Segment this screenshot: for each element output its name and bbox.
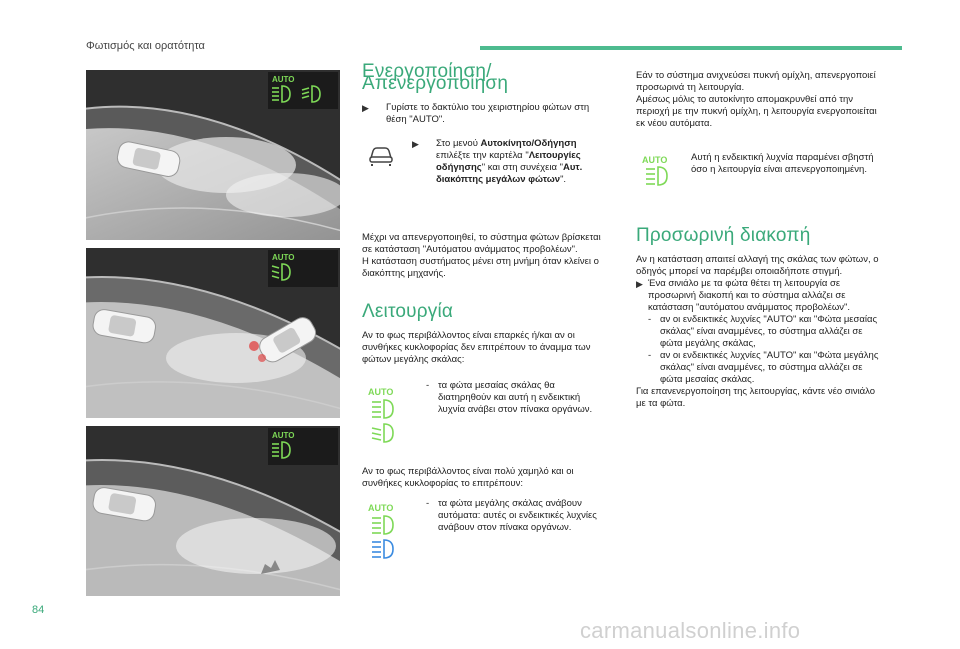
temporary-override-title: Προσωρινή διακοπή [636,225,811,246]
auto-main-beam-icon [368,502,404,560]
paragraph-reactivate: Για επανενεργοποίηση της λειτουργίας, κάντε νέο σινιάλο με τα φώτα. [636,386,876,409]
svg-text:AUTO: AUTO [368,387,394,397]
bullet-menu: ▶ Στο μενού Αυτοκίνητο/Οδήγηση επιλέξτε την καρτέλα "Λειτουργίες οδήγησης" και στη συνέχεια "Αυτ. διακόπτης μεγάλων φώτων". [412,138,583,185]
auto-dipped-beam-icon [368,386,404,444]
dash-main-beam: - τα φώτα μεγάλης σκάλας ανάβουν αυτόματα: αυτές οι ενδεικτικές λυχνίες ανάβουν στον πίνακα οργάνων. [426,498,597,533]
page-number: 84 [32,604,45,616]
bullet-flash: ▶ Ένα σινιάλο με τα φώτα θέτει τη λειτουργία σε προσωρινή διακοπή και το σύστημα αλλάζει σε κατάσταση "αυτόματου ανάμματος προβολέων". [636,278,851,313]
bullet-turn-ring: ▶ Γυρίστε το δακτύλιο του χειριστηρίου φώτων στη θέση "AUTO". [362,102,590,125]
svg-text:AUTO: AUTO [272,431,295,440]
svg-text:AUTO: AUTO [272,253,295,262]
paragraph-fog-detect: Εάν το σύστημα ανιχνεύσει πυκνή ομίχλη, απενεργοποιεί προσωρινά τη λειτουργία. [636,70,876,93]
dash-dipped-to-main: - αν οι ενδεικτικές λυχνίες "AUTO" και "Φώτα μεσαίας σκάλας" είναι αναμμένες, το σύστημα αλλάζει σε φώτα μεγάλης σκάλας, [648,314,878,349]
paragraph-override: Αν η κατάσταση απαιτεί αλλαγή της σκάλας των φώτων, ο οδηγός μπορεί να παρέμβει οποιαδήποτε στιγμή. [636,254,879,277]
illustration-fog [86,70,340,240]
dash-main-to-dipped: - αν οι ενδεικτικές λυχνίες "AUTO" και "Φώτα μεγάλης σκάλας" είναι αναμμένες, το σύστημα αλλάζει σε φώτα μεσαίας σκάλας. [648,350,879,385]
illustration-oncoming-car [86,248,340,418]
watermark: carmanualsonline.info [580,618,801,643]
auto-indicator-panel [268,72,338,109]
svg-text:AUTO: AUTO [272,75,295,84]
dash-dipped-beam: - τα φώτα μεσαίας σκάλας θα διατηρηθούν και αυτή η ενδεικτική λυχνία ανάβει στον πίνακα οργάνων. [426,380,593,415]
note-indicator-off: Αυτή η ενδεικτική λυχνία παραμένει σβηστή όσο η λειτουργία είναι απενεργοποιημένη. [691,152,874,175]
car-icon [368,144,394,166]
illustration-dark-road [86,426,340,596]
svg-text:AUTO: AUTO [368,503,394,513]
paragraph-auto-mode: Μέχρι να απενεργοποιηθεί, το σύστημα φώτων βρίσκεται σε κατάσταση "Αυτόματου ανάμματος προβολέων". [362,232,601,255]
svg-text:AUTO: AUTO [642,155,668,165]
arrow-icon: ▶ [362,103,369,113]
paragraph-sufficient-light: Αν το φως περιβάλλοντος είναι επαρκές ή/και αν οι συνθήκες κυκλοφορίας δεν επιτρέπουν το άναμμα των φώτων μεγάλης σκάλας: [362,330,591,365]
auto-main-beam-indicator-panel [268,428,338,465]
paragraph-fog-exit: Αμέσως μόλις το αυτοκίνητο απομακρυνθεί από την περιοχή με την πυκνή ομίχλη, η λειτουργία ενεργοποιείται εκ νέου αυτόματα. [636,94,877,129]
arrow-icon: ▶ [412,139,419,149]
auto-dipped-indicator-panel [268,250,338,287]
section-title: Φωτισμός και ορατότητα [86,40,205,52]
activation-title: Ενεργοποίηση/Απενεργοποίηση [362,61,509,94]
header-bar [480,46,902,50]
arrow-icon: ▶ [636,279,643,289]
paragraph-low-light: Αν το φως περιβάλλοντος είναι πολύ χαμηλό και οι συνθήκες κυκλοφορίας το επιτρέπουν: [362,466,574,489]
auto-off-icon [642,154,676,188]
operation-title: Λειτουργία [362,301,454,322]
paragraph-memory: Η κατάσταση συστήματος μένει στη μνήμη όταν κλείνει ο διακόπτης μηχανής. [362,256,599,279]
